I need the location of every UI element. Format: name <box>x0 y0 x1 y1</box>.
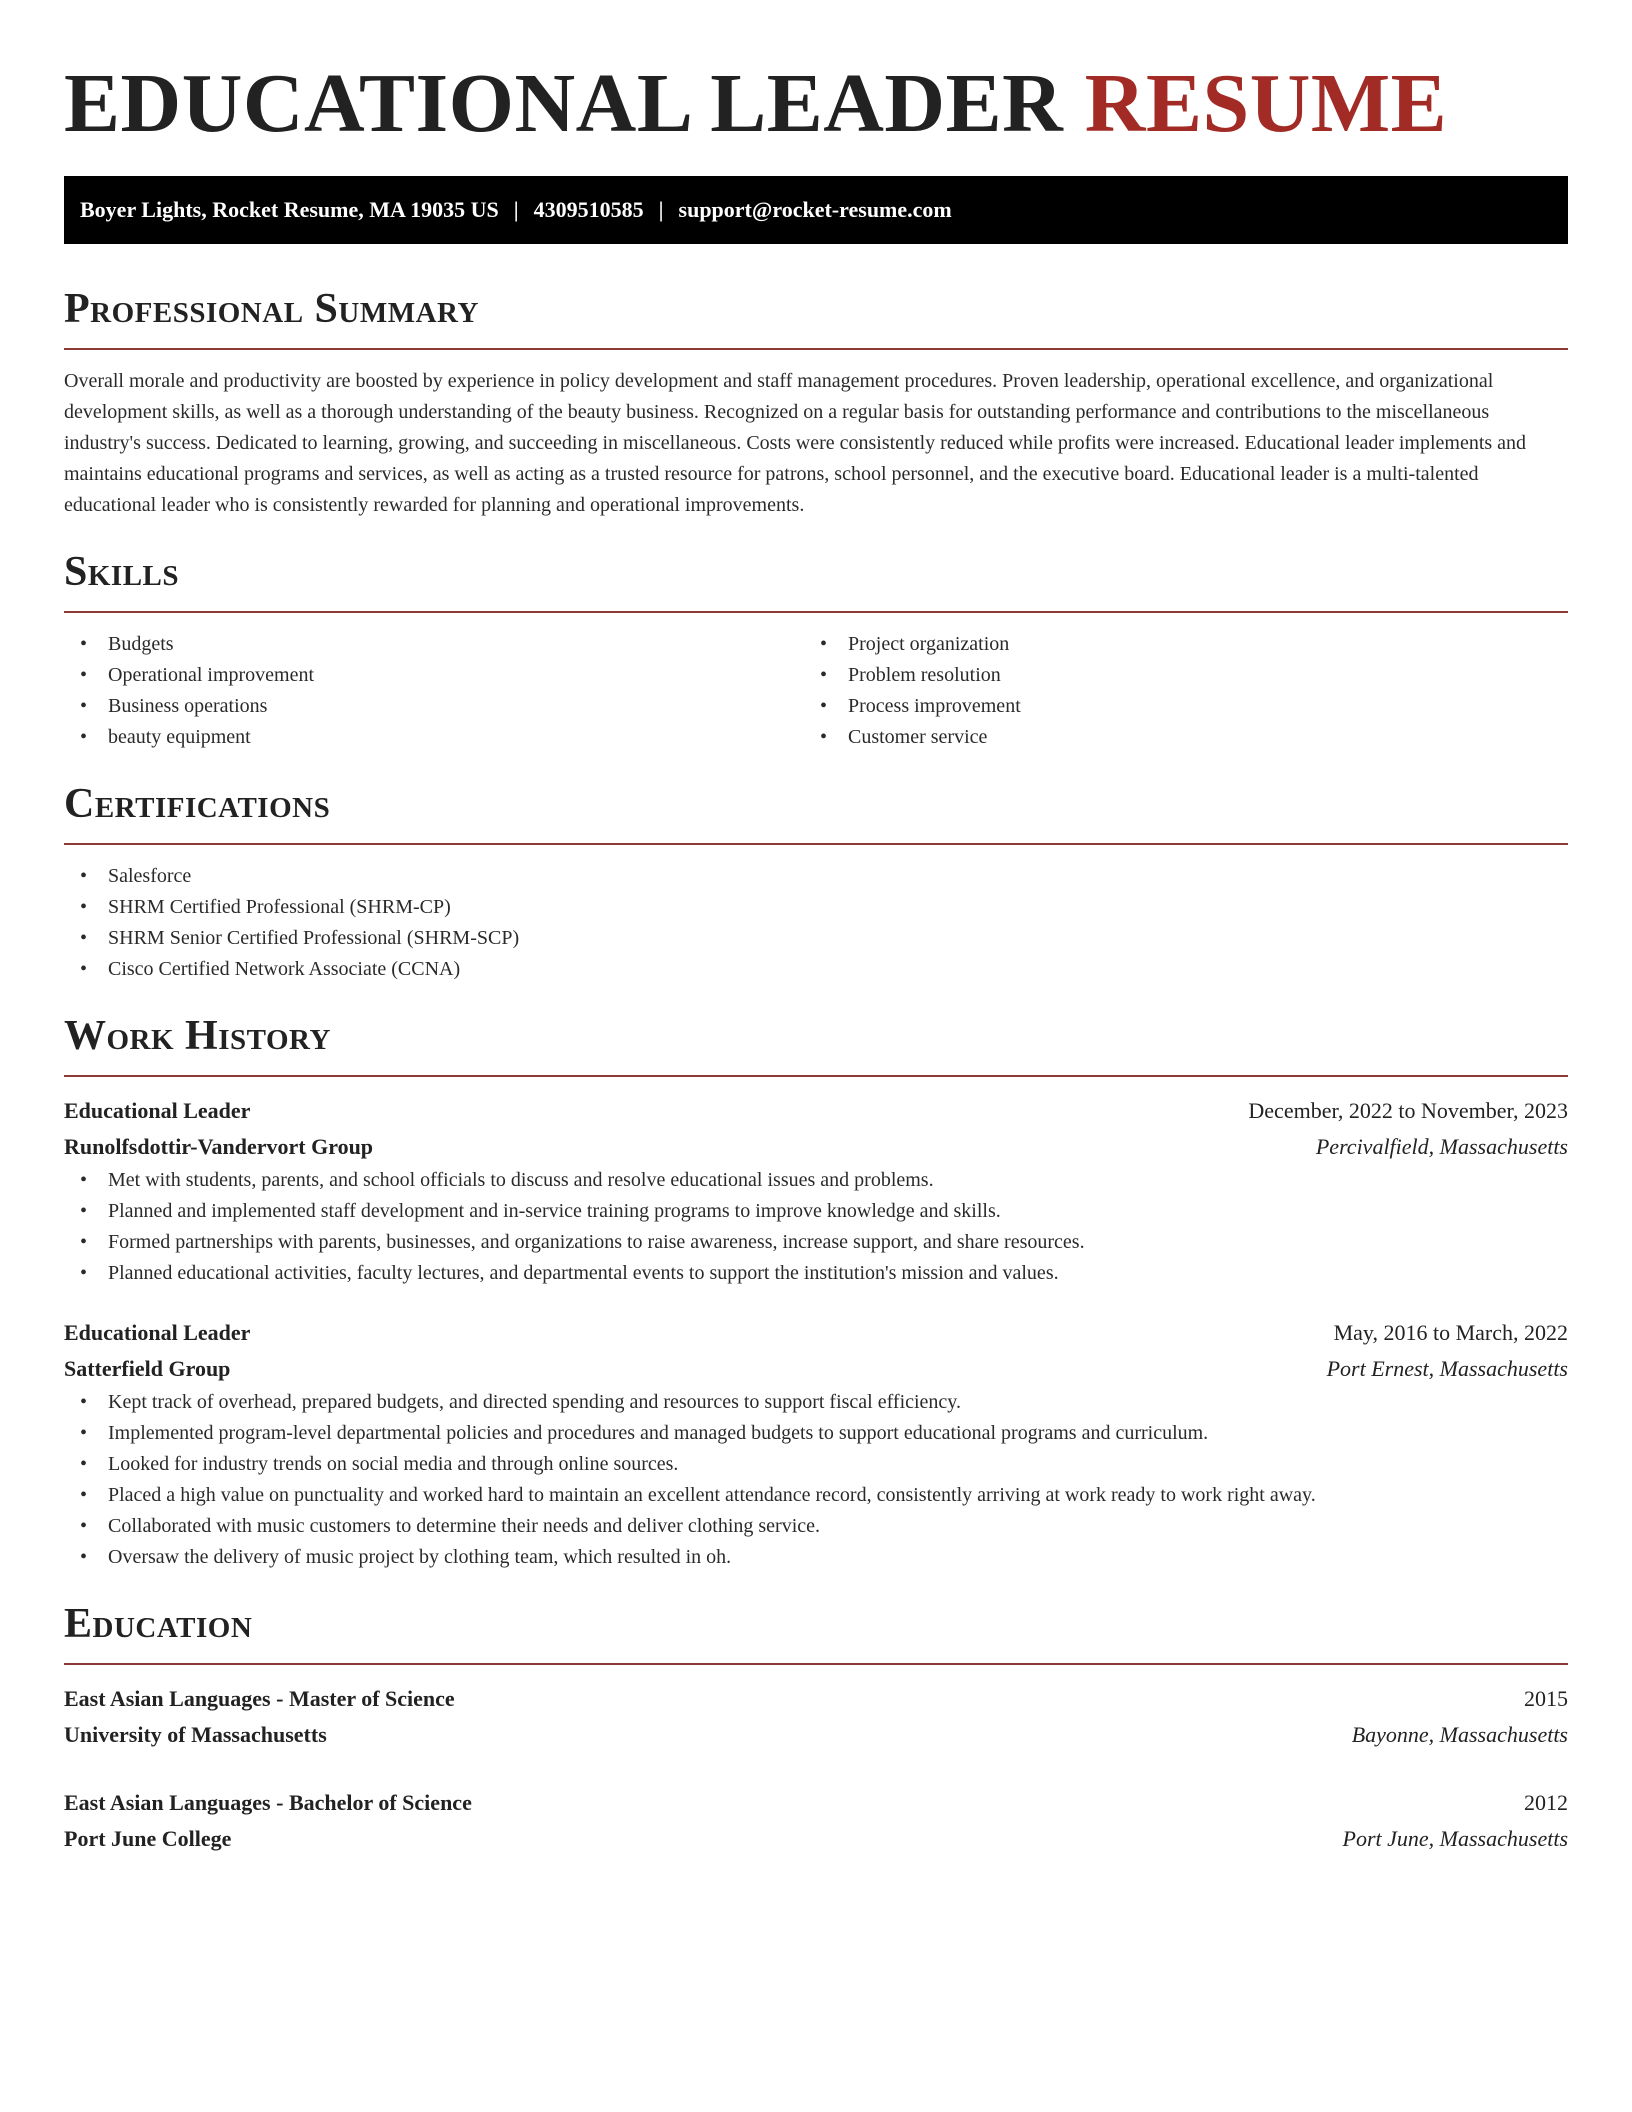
skills-grid <box>64 629 1568 753</box>
title-accent: RESUME <box>1084 57 1448 150</box>
job-bullet: • Planned and implemented staff development and in-service training programs to improve knowledge and skills. <box>64 1196 1568 1227</box>
certification-item: • Cisco Certified Network Associate (CCNA) <box>64 954 1568 985</box>
section-heading-work-history: Work History <box>64 1013 331 1059</box>
section-divider <box>64 1075 1568 1077</box>
job-dates: December, 2022 to November, 2023 <box>1248 1098 1568 1123</box>
certification-item: • SHRM Certified Professional (SHRM-CP) <box>64 892 1568 923</box>
education-location: Bayonne, Massachusetts <box>1351 1722 1568 1747</box>
education-year: 2012 <box>1524 1790 1568 1815</box>
job-header <box>64 1315 1568 1351</box>
skills-column-right <box>804 629 1544 753</box>
job-entry <box>64 1315 1568 1573</box>
job-title: Educational Leader <box>64 1320 251 1345</box>
job-location: Percivalfield, Massachusetts <box>1315 1134 1568 1159</box>
certifications-list <box>64 861 1568 985</box>
job-subheader <box>64 1129 1568 1165</box>
job-bullet: • Looked for industry trends on social media and through online sources. <box>64 1449 1568 1480</box>
summary-text: Overall morale and productivity are boosted by experience in policy development and staff management procedures. Proven leadership, operational excellence, and organizational development skills, as well as a thorough understanding of the beauty business. Recognized on a regular basis for outstanding performance and contributions to the miscellaneous industry's success. Dedicated to learning, growing, and succeeding in miscellaneous. Costs were consistently reduced while profits were increased. Educational leader implements and maintains educational programs and services, as well as acting as a trusted resource for patrons, school personnel, and the executive board. Educational leader is a multi-talented educational leader who is consistently rewarded for planning and operational improvements. <box>64 370 1527 516</box>
job-location: Port Ernest, Massachusetts <box>1326 1356 1568 1381</box>
job-bullet: • Implemented program-level departmental policies and procedures and managed budgets to support educational programs and curriculum. <box>64 1418 1568 1449</box>
skill-item: • Budgets <box>64 629 804 660</box>
job-bullets <box>64 1387 1568 1573</box>
summary-section <box>64 284 1568 521</box>
job-header <box>64 1093 1568 1129</box>
job-bullet: • Collaborated with music customers to determine their needs and deliver clothing service. <box>64 1511 1568 1542</box>
education-year: 2015 <box>1524 1686 1568 1711</box>
section-divider <box>64 1663 1568 1665</box>
contact-address: Boyer Lights, Rocket Resume, MA 19035 US <box>80 197 499 222</box>
job-dates: May, 2016 to March, 2022 <box>1333 1320 1568 1345</box>
education-degree: East Asian Languages - Bachelor of Science <box>64 1790 472 1815</box>
skill-item: • Operational improvement <box>64 660 804 691</box>
job-bullet: • Planned educational activities, faculty lectures, and departmental events to support the institution's mission and values. <box>64 1258 1568 1289</box>
job-bullet: • Placed a high value on punctuality and worked hard to maintain an excellent attendance record, consistently arriving at work ready to work right away. <box>64 1480 1568 1511</box>
job-company: Runolfsdottir-Vandervort Group <box>64 1134 374 1159</box>
job-title: Educational Leader <box>64 1098 251 1123</box>
certifications-section <box>64 779 1568 985</box>
education-location: Port June, Massachusetts <box>1342 1826 1568 1851</box>
contact-email: support@rocket-resume.com <box>678 197 952 222</box>
education-degree: East Asian Languages - Master of Science <box>64 1686 455 1711</box>
education-entry <box>64 1785 1568 1857</box>
job-bullet: • Met with students, parents, and school officials to discuss and resolve educational issues and problems. <box>64 1165 1568 1196</box>
section-heading-certifications: Certifications <box>64 781 331 827</box>
skill-item: • Project organization <box>804 629 1544 660</box>
resume-title <box>64 0 1568 152</box>
certification-item: • SHRM Senior Certified Professional (SHRM-SCP) <box>64 923 1568 954</box>
skill-item: • beauty equipment <box>64 722 804 753</box>
job-company: Satterfield Group <box>64 1356 231 1381</box>
job-subheader <box>64 1351 1568 1387</box>
skill-item: • Business operations <box>64 691 804 722</box>
section-heading-skills: Skills <box>64 549 180 595</box>
contact-phone: 4309510585 <box>533 197 644 222</box>
section-divider <box>64 611 1568 613</box>
job-bullets <box>64 1165 1568 1289</box>
skills-section <box>64 547 1568 753</box>
skills-column-left <box>64 629 804 753</box>
skill-item: • Customer service <box>804 722 1544 753</box>
contact-separator: | <box>658 197 664 222</box>
education-subheader <box>64 1717 1568 1753</box>
education-subheader <box>64 1821 1568 1857</box>
job-bullet: • Kept track of overhead, prepared budgets, and directed spending and resources to support fiscal efficiency. <box>64 1387 1568 1418</box>
job-bullet: • Oversaw the delivery of music project by clothing team, which resulted in oh. <box>64 1542 1568 1573</box>
work-history-section <box>64 1011 1568 1573</box>
certification-item: • Salesforce <box>64 861 1568 892</box>
education-entry <box>64 1681 1568 1753</box>
education-section <box>64 1599 1568 1857</box>
skill-item: • Process improvement <box>804 691 1544 722</box>
job-bullet: • Formed partnerships with parents, businesses, and organizations to raise awareness, increase support, and share resources. <box>64 1227 1568 1258</box>
education-header <box>64 1681 1568 1717</box>
education-header <box>64 1785 1568 1821</box>
section-heading-education: Education <box>64 1601 253 1647</box>
education-school: University of Massachusetts <box>64 1722 327 1747</box>
skill-item: • Problem resolution <box>804 660 1544 691</box>
contact-bar <box>64 176 1568 244</box>
contact-separator: | <box>513 197 519 222</box>
education-school: Port June College <box>64 1826 232 1851</box>
section-heading-summary: Professional Summary <box>64 286 479 332</box>
section-divider <box>64 843 1568 845</box>
title-main: EDUCATIONAL LEADER <box>64 57 1064 150</box>
section-divider <box>64 348 1568 350</box>
job-entry <box>64 1093 1568 1289</box>
